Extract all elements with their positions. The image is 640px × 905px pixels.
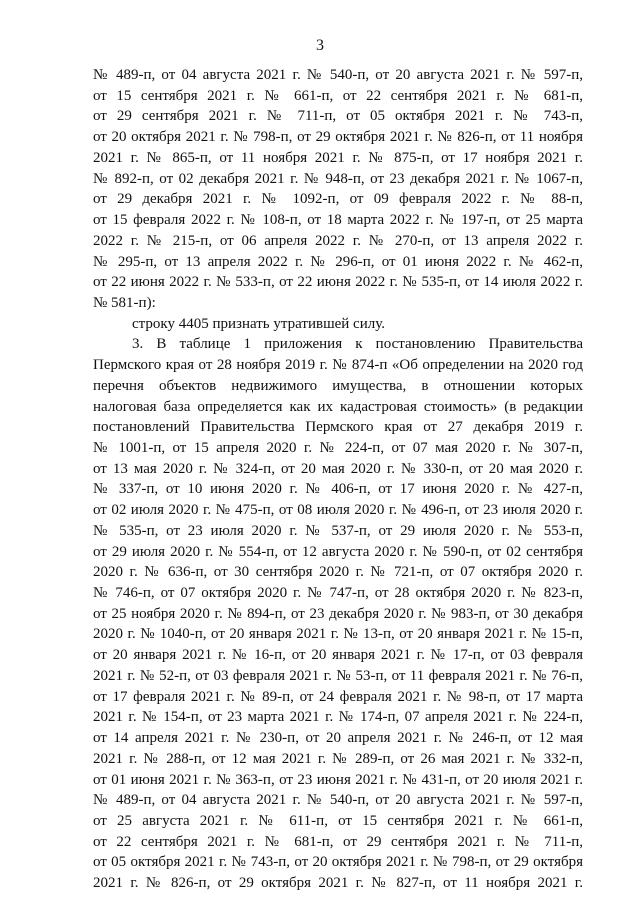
text-line: № 337-п, от 10 июня 2020 г. № 406-п, от 17 июня 2020 г. № 427-п, <box>93 481 583 498</box>
text-line: № 489-п, от 04 августа 2021 г. № 540-п, от 20 августа 2021 г. № 597-п, <box>93 67 583 83</box>
text-line: № 535-п, от 23 июля 2020 г. № 537-п, от 29 июля 2020 г. № 553-п, <box>93 522 583 539</box>
text-line: от 22 июня 2022 г. № 533-п, от 22 июня 2022 г. № 535-п, от 14 июля 2022 г. <box>93 274 583 291</box>
text-line: от 01 июня 2021 г. № 363-п, от 23 июня 2021 г. № 431-п, от 20 июля 2021 г. <box>93 771 583 788</box>
text-line: № 746-п, от 07 октября 2020 г. № 747-п, от 28 октября 2020 г. № 823-п, <box>93 585 583 601</box>
text-line: № 489-п, от 04 августа 2021 г. № 540-п, от 20 августа 2021 г. № 597-п, <box>93 792 583 809</box>
text-line: № 295-п, от 13 апреля 2022 г. № 296-п, от 01 июня 2022 г. № 462-п, <box>93 253 583 270</box>
text-line: строку 4405 признать утратившей силу. <box>132 315 385 332</box>
text-line: от 14 апреля 2021 г. № 230-п, от 20 апреля 2021 г. № 246-п, от 12 мая <box>93 730 583 746</box>
text-line: 2021 г. № 288-п, от 12 мая 2021 г. № 289-п, от 26 мая 2021 г. № 332-п, <box>93 750 583 767</box>
text-line: 2020 г. № 1040-п, от 20 января 2021 г. № 13-п, от 20 января 2021 г. № 15-п, <box>93 626 583 643</box>
text-line: 2021 г. № 154-п, от 23 марта 2021 г. № 174-п, 07 апреля 2021 г. № 224-п, <box>93 709 583 726</box>
text-line: от 15 сентября 2021 г. № 661-п, от 22 сентября 2021 г. № 681-п, <box>93 87 583 104</box>
text-line: 2022 г. № 215-п, от 06 апреля 2022 г. № 270-п, от 13 апреля 2022 г. <box>93 232 583 249</box>
text-line: от 17 февраля 2021 г. № 89-п, от 24 февраля 2021 г. № 98-п, от 17 марта <box>93 688 583 705</box>
text-line: от 29 июля 2020 г. № 554-п, от 12 августа 2020 г. № 590-п, от 02 сентября <box>93 543 583 560</box>
page-number: 3 <box>316 37 324 54</box>
text-line: 3. В таблице 1 приложения к постановлению Правительства <box>132 336 583 353</box>
text-line: от 29 сентября 2021 г. № 711-п, от 05 октября 2021 г. № 743-п, <box>93 108 583 125</box>
text-line: 2021 г. № 865-п, от 11 ноября 2021 г. № 875-п, от 17 ноября 2021 г. <box>93 149 583 166</box>
text-line: 2021 г. № 52-п, от 03 февраля 2021 г. № 53-п, от 11 февраля 2021 г. № 76-п, <box>93 667 583 684</box>
text-line: от 20 января 2021 г. № 16-п, от 20 января 2021 г. № 17-п, от 03 февраля <box>93 647 583 664</box>
text-line: от 22 сентября 2021 г. № 681-п, от 29 сентября 2021 г. № 711-п, <box>93 833 583 850</box>
text-line: от 20 октября 2021 г. № 798-п, от 29 октября 2021 г. № 826-п, от 11 ноября <box>93 129 583 146</box>
text-line: налоговая база определяется как их кадастровая стоимость» (в редакции <box>93 398 583 415</box>
text-line: от 13 мая 2020 г. № 324-п, от 20 мая 2020 г. № 330-п, от 20 мая 2020 г. <box>93 460 583 477</box>
text-line: от 05 октября 2021 г. № 743-п, от 20 октября 2021 г. № 798-п, от 29 октября <box>93 854 583 871</box>
text-line: от 25 ноября 2020 г. № 894-п, от 23 декабря 2020 г. № 983-п, от 30 декабря <box>93 605 583 622</box>
text-line: № 581-п): <box>93 294 156 311</box>
text-line: от 25 августа 2021 г. № 611-п, от 15 сентября 2021 г. № 661-п, <box>93 812 583 829</box>
text-line: 2021 г. № 826-п, от 29 октября 2021 г. № 827-п, от 11 ноября 2021 г. <box>93 875 583 892</box>
text-line: № 1001-п, от 15 апреля 2020 г. № 224-п, от 07 мая 2020 г. № 307-п, <box>93 440 583 456</box>
text-line: от 02 июля 2020 г. № 475-п, от 08 июля 2020 г. № 496-п, от 23 июля 2020 г. <box>93 502 583 519</box>
text-line: от 15 февраля 2022 г. № 108-п, от 18 марта 2022 г. № 197-п, от 25 марта <box>93 212 583 228</box>
text-line: 2020 г. № 636-п, от 30 сентября 2020 г. № 721-п, от 07 октября 2020 г. <box>93 564 583 581</box>
text-line: от 29 декабря 2021 г. № 1092-п, от 09 февраля 2022 г. № 88-п, <box>93 191 583 208</box>
text-line: Пермского края от 28 ноября 2019 г. № 874-п «Об определении на 2020 год <box>93 357 583 374</box>
text-line: постановлений Правительства Пермского края от 27 декабря 2019 г. <box>93 419 583 436</box>
text-line: № 892-п, от 02 декабря 2021 г. № 948-п, от 23 декабря 2021 г. № 1067-п, <box>93 170 583 187</box>
text-line: перечня объектов недвижимого имущества, в отношении которых <box>93 377 583 394</box>
